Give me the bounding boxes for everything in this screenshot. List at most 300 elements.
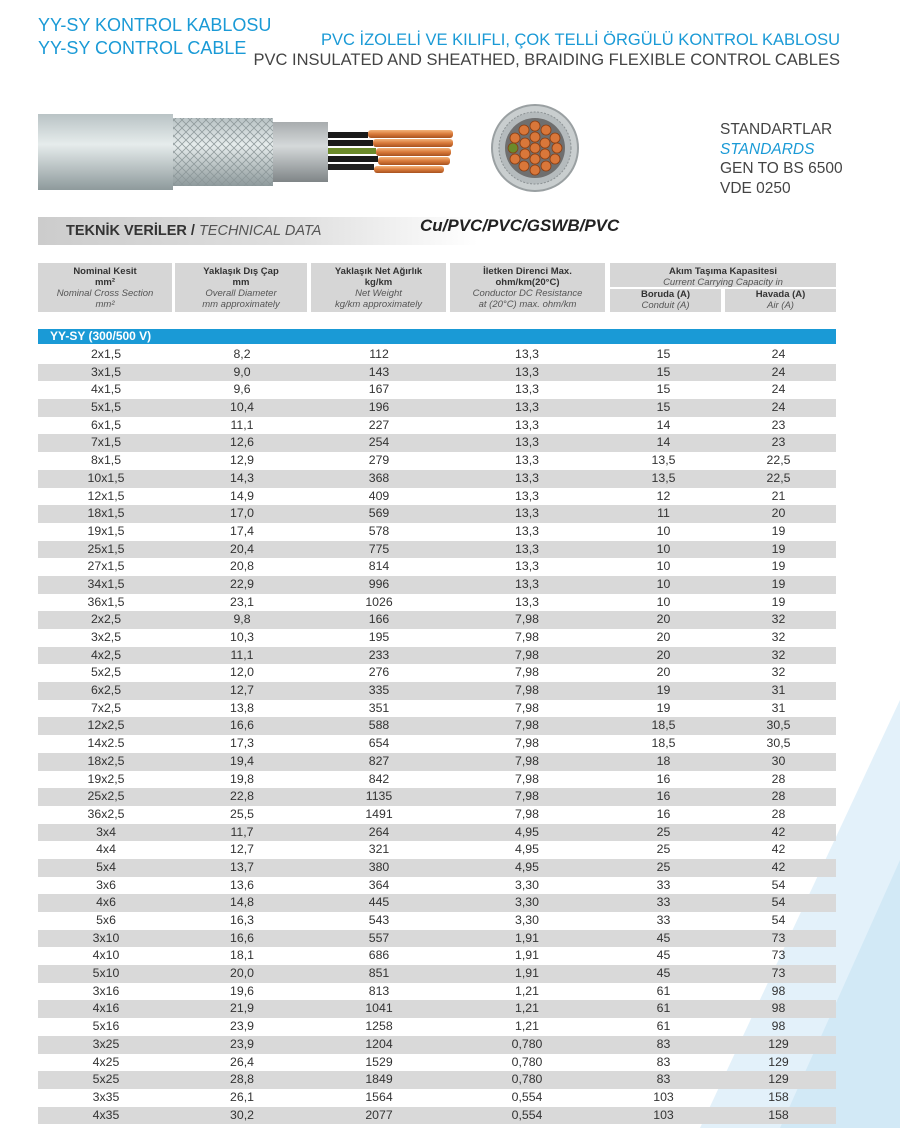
cell-air: 22,5 <box>766 470 791 485</box>
cell-weight: 364 <box>368 877 390 892</box>
cell-conduit: 19 <box>656 700 671 715</box>
cell-resistance: 4,95 <box>515 842 539 857</box>
cell-conduit: 10 <box>656 523 671 538</box>
cell-diameter: 19,8 <box>230 771 254 786</box>
cell-resistance: 0,780 <box>511 1054 543 1069</box>
cell-diameter: 22,8 <box>230 789 254 804</box>
cell-weight: 233 <box>368 647 390 662</box>
cell-diameter: 17,3 <box>230 736 254 751</box>
header-net-weight <box>311 263 446 312</box>
cell-weight: 775 <box>368 541 390 556</box>
header-unit-en: at (20°C) max. ohm/km <box>478 299 577 310</box>
cell-diameter: 30,2 <box>230 1107 254 1122</box>
cell-resistance: 13,3 <box>515 594 539 609</box>
table-row <box>38 541 836 559</box>
cell-cross-section: 18x1,5 <box>87 506 125 521</box>
cell-conduit: 11 <box>657 506 670 521</box>
cell-air: 19 <box>771 523 786 538</box>
cell-cross-section: 36x2,5 <box>87 806 125 821</box>
cell-diameter: 11,1 <box>230 647 254 662</box>
cell-weight: 996 <box>368 576 390 591</box>
cell-cross-section: 4x25 <box>92 1054 120 1069</box>
technical-data-label <box>66 223 321 239</box>
cell-conduit: 14 <box>656 417 671 432</box>
cell-conduit: 10 <box>656 559 671 574</box>
cell-air: 98 <box>771 1001 786 1016</box>
table-row <box>38 947 836 965</box>
cell-air: 24 <box>771 400 786 415</box>
cell-conduit: 83 <box>656 1072 671 1087</box>
standards-label-en: STANDARDS <box>720 140 815 158</box>
table-row <box>38 753 836 771</box>
table-row <box>38 682 836 700</box>
cell-weight: 842 <box>368 771 390 786</box>
cell-resistance: 3,30 <box>515 913 539 927</box>
header-unit-en: kg/km approximately <box>334 299 423 310</box>
cell-conduit: 15 <box>656 400 671 415</box>
cell-air: 98 <box>771 983 786 998</box>
cell-diameter: 11,1 <box>230 417 254 432</box>
cell-weight: 1258 <box>365 1019 393 1034</box>
cell-conduit: 10 <box>656 594 671 609</box>
standards-label-tr: STANDARTLAR <box>720 121 833 138</box>
cell-resistance: 13,3 <box>515 417 539 432</box>
cell-diameter: 28,8 <box>230 1072 254 1087</box>
cell-weight: 409 <box>368 488 390 503</box>
cell-air: 32 <box>771 665 786 680</box>
header-text-en: Air (A) <box>767 299 794 311</box>
cell-resistance: 3,30 <box>515 877 539 892</box>
cell-conduit: 83 <box>656 1054 671 1069</box>
table-row <box>38 470 836 488</box>
cell-air: 129 <box>768 1054 789 1069</box>
cell-air: 30,5 <box>766 736 791 751</box>
header-unit-en: mm approximately <box>202 299 280 310</box>
cell-resistance: 7,98 <box>515 806 539 821</box>
cell-conduit: 19 <box>656 683 671 698</box>
table-row <box>38 859 836 877</box>
cell-air: 31 <box>771 700 786 715</box>
voltage-band: YY-SY (300/500 V) <box>38 329 836 344</box>
cell-conduit: 45 <box>656 930 671 945</box>
cell-resistance: 13,3 <box>515 470 539 485</box>
cell-diameter: 12,9 <box>230 453 254 468</box>
cell-weight: 167 <box>368 382 390 397</box>
cell-diameter: 22,9 <box>230 576 254 591</box>
header-nominal-cross-section <box>38 263 172 312</box>
table-row <box>38 824 836 842</box>
cell-resistance: 1,21 <box>515 1019 539 1034</box>
cell-air: 24 <box>771 364 786 379</box>
table-row <box>38 399 836 417</box>
cell-resistance: 13,3 <box>515 488 539 503</box>
cell-resistance: 7,98 <box>515 665 539 680</box>
cell-resistance: 7,98 <box>515 700 539 715</box>
cell-weight: 578 <box>368 523 390 538</box>
cell-cross-section: 25x1,5 <box>87 541 125 556</box>
table-row <box>38 877 836 895</box>
cell-air: 19 <box>771 576 786 591</box>
cell-air: 19 <box>771 559 786 574</box>
cell-resistance: 0,554 <box>511 1089 543 1104</box>
cell-resistance: 7,98 <box>515 753 539 768</box>
cell-weight: 1529 <box>365 1054 393 1069</box>
cell-air: 30 <box>771 753 786 768</box>
table-row <box>38 558 836 576</box>
cell-conduit: 18 <box>656 753 671 768</box>
cell-cross-section: 12x2,5 <box>87 718 125 733</box>
cell-air: 19 <box>771 594 786 609</box>
cell-air: 129 <box>768 1072 789 1087</box>
cell-resistance: 0,780 <box>511 1036 543 1051</box>
tech-label-en: TECHNICAL DATA <box>198 223 322 239</box>
cell-air: 32 <box>771 647 786 662</box>
cell-resistance: 13,3 <box>515 364 539 379</box>
cell-conduit: 16 <box>656 789 671 804</box>
table-row <box>38 806 836 824</box>
cell-resistance: 13,3 <box>515 523 539 538</box>
cell-conduit: 18,5 <box>651 736 676 751</box>
standards-block <box>720 120 843 198</box>
cell-weight: 321 <box>368 842 390 857</box>
header-unit-en: mm² <box>95 299 115 310</box>
cell-weight: 557 <box>368 930 390 945</box>
header-text-tr: Yaklaşık Dış Çap <box>203 266 279 277</box>
cell-resistance: 7,98 <box>515 647 539 662</box>
cell-weight: 1849 <box>365 1072 393 1087</box>
table-row <box>38 771 836 789</box>
cell-cross-section: 3x1,5 <box>90 364 122 379</box>
table-row <box>38 717 836 735</box>
table-row <box>38 1071 836 1089</box>
cell-weight: 851 <box>368 966 390 981</box>
header-text-tr: Yaklaşık Net Ağırlık <box>334 266 423 277</box>
cell-resistance: 4,95 <box>515 824 539 839</box>
cell-diameter: 23,1 <box>230 594 254 609</box>
cell-weight: 143 <box>368 364 390 379</box>
cell-air: 32 <box>771 630 786 644</box>
cell-diameter: 9,8 <box>233 612 251 627</box>
cell-air: 158 <box>768 1107 789 1122</box>
cell-cross-section: 5x6 <box>96 913 116 927</box>
cell-conduit: 18,5 <box>651 718 676 733</box>
cell-resistance: 0,554 <box>511 1107 543 1122</box>
header-text-tr: İletken Direnci Max. <box>483 266 572 277</box>
table-row <box>38 1107 836 1125</box>
table-row <box>38 912 836 930</box>
cell-cross-section: 5x10 <box>92 966 120 981</box>
table-row <box>38 505 836 523</box>
cell-diameter: 12,0 <box>230 665 254 680</box>
cell-resistance: 13,3 <box>515 453 539 468</box>
cell-conduit: 10 <box>656 541 671 556</box>
cell-cross-section: 6x2,5 <box>90 683 122 698</box>
cell-diameter: 10,3 <box>230 630 254 644</box>
cell-resistance: 7,98 <box>515 612 539 627</box>
cell-air: 42 <box>771 859 786 874</box>
table-row <box>38 488 836 506</box>
cell-diameter: 8,2 <box>233 347 251 361</box>
header-air <box>725 289 836 312</box>
cell-air: 22,5 <box>766 453 791 468</box>
cell-conduit: 20 <box>656 630 671 644</box>
cell-resistance: 1,21 <box>515 1001 539 1016</box>
cell-weight: 686 <box>368 948 390 963</box>
title-tr: YY-SY KONTROL KABLOSU <box>38 15 272 35</box>
cell-resistance: 13,3 <box>515 435 539 450</box>
cell-diameter: 13,6 <box>230 877 254 892</box>
cell-cross-section: 4x2,5 <box>90 647 122 662</box>
cell-resistance: 4,95 <box>515 859 539 874</box>
cell-cross-section: 10x1,5 <box>87 470 125 485</box>
cell-weight: 112 <box>369 347 389 361</box>
title-en: YY-SY CONTROL CABLE <box>38 38 247 58</box>
cell-conduit: 10 <box>656 576 671 591</box>
cell-diameter: 9,0 <box>233 364 251 379</box>
page-subtitle <box>254 30 841 70</box>
cell-cross-section: 5x25 <box>92 1072 120 1087</box>
cell-air: 54 <box>771 877 786 892</box>
technical-data-bar <box>38 217 478 245</box>
cell-resistance: 7,98 <box>515 771 539 786</box>
cell-weight: 2077 <box>365 1107 393 1122</box>
cell-air: 28 <box>771 806 786 821</box>
cell-cross-section: 3x25 <box>92 1036 120 1051</box>
cell-cross-section: 3x4 <box>96 824 116 839</box>
cell-weight: 813 <box>368 983 390 998</box>
cell-diameter: 16,6 <box>230 718 254 733</box>
cell-cross-section: 4x1,5 <box>90 382 122 397</box>
cell-diameter: 25,5 <box>230 806 254 821</box>
cell-weight: 1204 <box>365 1036 393 1051</box>
cell-weight: 227 <box>368 417 390 432</box>
cell-cross-section: 4x35 <box>92 1107 120 1122</box>
cell-weight: 569 <box>368 506 390 521</box>
cell-weight: 368 <box>368 470 390 485</box>
cell-conduit: 25 <box>656 842 671 857</box>
cell-conduit: 13,5 <box>651 470 676 485</box>
header-text-en: Conduit (A) <box>641 299 690 311</box>
cell-resistance: 1,21 <box>515 983 539 998</box>
cell-diameter: 14,8 <box>230 895 254 910</box>
cell-air: 32 <box>771 612 786 627</box>
table-row <box>38 1036 836 1054</box>
cell-air: 42 <box>771 824 786 839</box>
cell-weight: 543 <box>368 913 390 927</box>
subtitle-tr: PVC İZOLELİ VE KILIFLI, ÇOK TELLİ ÖRGÜLÜ KONTROL KABLOSU <box>321 31 840 49</box>
cell-cross-section: 6x1,5 <box>90 417 122 432</box>
tech-label-tr: TEKNİK VERİLER / <box>66 223 195 239</box>
cell-weight: 380 <box>368 859 390 874</box>
cell-diameter: 17,0 <box>230 506 254 521</box>
cell-air: 24 <box>771 347 786 361</box>
cell-cross-section: 5x2,5 <box>90 665 122 680</box>
header-text-en: Current Carrying Capacity in <box>663 277 783 288</box>
cell-resistance: 13,3 <box>515 382 539 397</box>
header-conductor-resistance <box>450 263 605 312</box>
header-unit: ohm/km(20°C) <box>495 277 560 288</box>
cell-cross-section: 4x16 <box>92 1001 120 1016</box>
table-row <box>38 346 836 364</box>
header-text-tr: Akım Taşıma Kapasitesi <box>668 266 778 277</box>
cell-resistance: 13,3 <box>515 541 539 556</box>
cell-diameter: 18,1 <box>230 948 254 963</box>
cell-resistance: 13,3 <box>515 559 539 574</box>
cell-conduit: 61 <box>656 1019 671 1034</box>
cell-cross-section: 4x4 <box>96 842 116 857</box>
table-row <box>38 965 836 983</box>
cell-diameter: 20,4 <box>230 541 254 556</box>
cell-conduit: 20 <box>656 612 671 627</box>
cell-air: 73 <box>771 948 786 963</box>
header-text-en: Overall Diameter <box>205 288 277 299</box>
cell-conduit: 16 <box>656 806 671 821</box>
cell-cross-section: 27x1,5 <box>87 559 125 574</box>
table-row <box>38 930 836 948</box>
cell-weight: 588 <box>368 718 390 733</box>
cell-diameter: 14,3 <box>230 470 254 485</box>
cell-resistance: 7,98 <box>515 683 539 698</box>
cell-diameter: 19,6 <box>230 983 254 998</box>
header-text-tr: Boruda (A) <box>640 289 691 300</box>
cell-resistance: 7,98 <box>515 736 539 751</box>
cell-diameter: 16,6 <box>230 930 254 945</box>
cell-resistance: 13,3 <box>515 506 539 521</box>
table-row <box>38 1089 836 1107</box>
cell-diameter: 12,7 <box>230 683 254 698</box>
cell-resistance: 7,98 <box>515 789 539 804</box>
cell-diameter: 20,0 <box>230 966 254 981</box>
cell-air: 21 <box>771 488 786 503</box>
cell-weight: 196 <box>368 400 390 415</box>
cell-conduit: 14 <box>656 435 671 450</box>
cell-weight: 264 <box>368 824 390 839</box>
cell-diameter: 20,8 <box>230 559 254 574</box>
cell-conduit: 20 <box>656 647 671 662</box>
table-row <box>38 664 836 682</box>
cell-diameter: 16,3 <box>230 913 254 927</box>
table-row <box>38 1054 836 1072</box>
cell-cross-section: 7x1,5 <box>90 435 122 450</box>
cell-conduit: 83 <box>656 1036 671 1051</box>
cell-resistance: 7,98 <box>515 718 539 733</box>
header-current-capacity <box>610 263 836 287</box>
cell-air: 98 <box>771 1019 786 1034</box>
table-row <box>38 576 836 594</box>
cell-diameter: 17,4 <box>230 523 254 538</box>
cell-diameter: 21,9 <box>230 1001 254 1016</box>
cell-resistance: 1,91 <box>515 948 539 963</box>
cell-resistance: 13,3 <box>515 400 539 415</box>
cell-resistance: 0,780 <box>511 1072 543 1087</box>
cell-cross-section: 4x10 <box>92 948 120 963</box>
header-text-en: Conductor DC Resistance <box>472 288 583 299</box>
cell-weight: 166 <box>368 612 390 627</box>
cell-cross-section: 12x1,5 <box>87 488 125 503</box>
cell-conduit: 45 <box>656 966 671 981</box>
cell-resistance: 1,91 <box>515 966 539 981</box>
cell-diameter: 9,6 <box>233 382 251 397</box>
standard-vde0250: VDE 0250 <box>720 179 791 197</box>
cell-resistance: 3,30 <box>515 895 539 910</box>
cell-diameter: 10,4 <box>230 400 254 415</box>
cell-air: 23 <box>771 417 786 432</box>
header-text-en: Nominal Cross Section <box>56 288 154 299</box>
cell-diameter: 23,9 <box>230 1019 254 1034</box>
cell-weight: 195 <box>368 630 390 644</box>
cell-weight: 827 <box>368 753 390 768</box>
cell-cross-section: 8x1,5 <box>90 453 122 468</box>
cell-weight: 814 <box>368 559 390 574</box>
table-row <box>38 700 836 718</box>
cell-weight: 1135 <box>365 789 393 804</box>
cell-cross-section: 4x6 <box>96 895 116 910</box>
cell-resistance: 13,3 <box>515 347 539 361</box>
cell-diameter: 14,9 <box>230 488 254 503</box>
header-text-tr: Havada (A) <box>755 289 806 300</box>
cell-cross-section: 25x2,5 <box>87 789 125 804</box>
table-row <box>38 364 836 382</box>
cell-conduit: 33 <box>656 895 671 910</box>
table-row <box>38 523 836 541</box>
cell-conduit: 33 <box>656 877 671 892</box>
cell-conduit: 13,5 <box>651 453 676 468</box>
cell-cross-section: 5x4 <box>96 859 116 874</box>
cell-resistance: 13,3 <box>515 576 539 591</box>
table-row <box>38 381 836 399</box>
header-unit: mm² <box>94 277 116 288</box>
cell-air: 73 <box>771 966 786 981</box>
cell-conduit: 25 <box>656 859 671 874</box>
header-overall-diameter <box>175 263 307 312</box>
cell-cross-section: 3x10 <box>92 930 120 945</box>
cell-cross-section: 5x1,5 <box>90 400 122 415</box>
cell-cross-section: 36x1,5 <box>87 594 125 609</box>
technical-data-table <box>38 346 836 1124</box>
cell-air: 28 <box>771 789 786 804</box>
table-row <box>38 983 836 1001</box>
table-row <box>38 629 836 647</box>
cell-cross-section: 19x1,5 <box>87 523 125 538</box>
cell-cross-section: 2x2,5 <box>90 612 122 627</box>
cell-diameter: 11,7 <box>230 824 254 839</box>
cell-air: 20 <box>771 506 786 521</box>
cell-conduit: 103 <box>653 1089 674 1104</box>
table-row <box>38 594 836 612</box>
cell-weight: 335 <box>368 683 390 698</box>
header-text-tr: Nominal Kesit <box>73 266 137 277</box>
header-unit: kg/km <box>364 277 393 288</box>
cell-cross-section: 3x6 <box>96 877 116 892</box>
cell-air: 19 <box>771 541 786 556</box>
table-row <box>38 735 836 753</box>
table-row <box>38 611 836 629</box>
subtitle-en: PVC INSULATED AND SHEATHED, BRAIDING FLEXIBLE CONTROL CABLES <box>253 51 840 69</box>
cell-air: 129 <box>768 1036 789 1051</box>
table-row <box>38 894 836 912</box>
cell-diameter: 13,8 <box>230 700 254 715</box>
cell-weight: 445 <box>368 895 390 910</box>
table-row <box>38 417 836 435</box>
standard-bs6500: GEN TO BS 6500 <box>720 160 843 177</box>
page-title <box>38 14 271 60</box>
cell-resistance: 1,91 <box>515 930 539 945</box>
cell-conduit: 61 <box>656 1001 671 1016</box>
cell-conduit: 16 <box>656 771 671 786</box>
cell-weight: 351 <box>368 700 390 715</box>
cell-conduit: 45 <box>656 948 671 963</box>
cell-weight: 276 <box>368 665 390 680</box>
